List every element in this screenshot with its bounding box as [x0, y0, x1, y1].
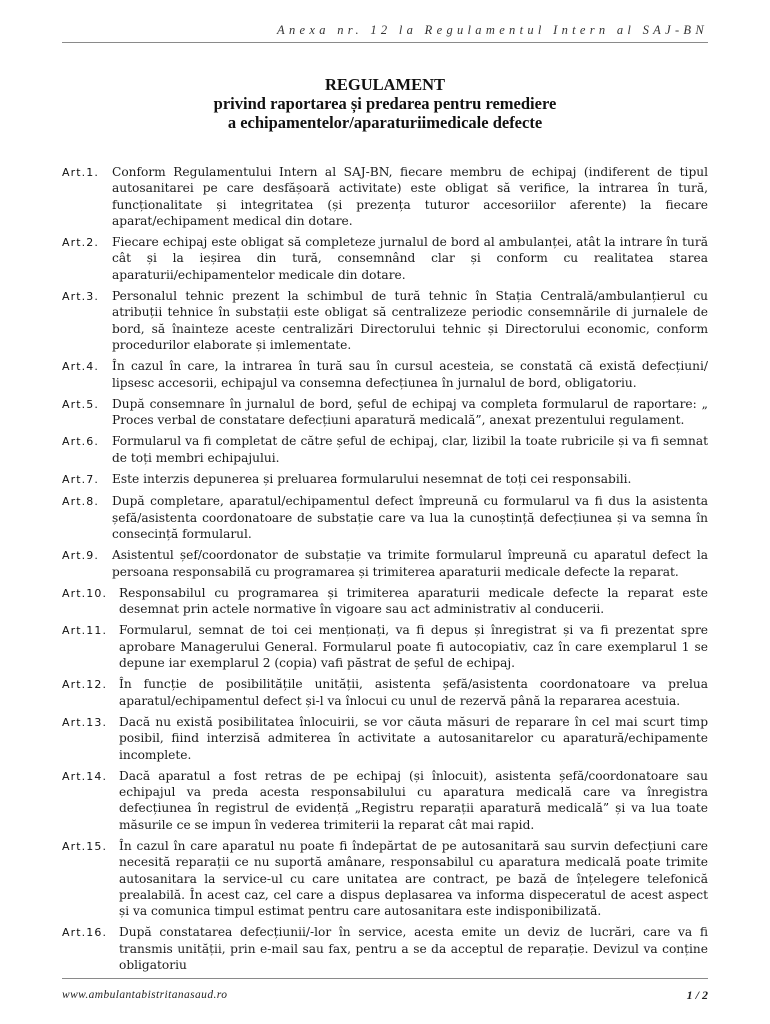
article-7 [62, 471, 708, 488]
article-3 [62, 288, 708, 353]
article-text: Dacă nu există posibilitatea înlocuirii, se vor căuta măsuri de reparare în cel mai scurt timp posibil, fiind interzisă admiterea în activitate a autosanitarelor cu aparatură/echipamente incomplete. [119, 714, 708, 762]
article-5 [62, 396, 708, 429]
article-text: În cazul în care aparatul nu poate fi îndepărtat de pe autosanitară sau survin defecțiuni care necesită reparații ce nu suportă amânare, responsabilul cu aparatura medicală poate trimite autosanitara la service-ul cu care unitatea are contract, pe bază de înțelegere telefonică prealabilă. În acest caz, cel care a dispus deplasarea va informa dispeceratul de acest aspect și va comunica timpul estimat pentru care autosanitara este indisponibilizată. [119, 838, 708, 919]
article-label: Art.16. [62, 926, 108, 940]
article-text: Fiecare echipaj este obligat să completeze jurnalul de bord al ambulanței, atât la intrare în tură cât și la ieșirea din tură, consemnând clar și conform cu realitatea starea aparaturii/echipamentelor medicale din dotare. [112, 235, 708, 282]
article-text: Conform Regulamentului Intern al SAJ-BN, fiecare membru de echipaj (indiferent de tipul autosanitarei pe care desfășoară activitate) este obligat să verifice, la intrarea în tură, funcționalitate și integritatea (și prezența tuturor accesoriilor aferente) la fiecare aparat/echipament medical din dotare. [112, 165, 708, 228]
article-label: Art.15. [62, 839, 108, 853]
article-text: După completare, aparatul/echipamentul defect împreună cu formularul va fi dus la asistenta șefă/asistenta coordonatoare de substație care va lua la cunoștință defecțiunea și va semna în consecință formularul. [112, 494, 708, 541]
article-13 [62, 714, 708, 763]
article-text: Asistentul șef/coordonator de substație va trimite formularul împreună cu aparatul defect la persoana responsabilă cu programarea și trimiterea aparaturii medicale defecte la reparat. [112, 548, 708, 579]
article-label: Art.4. [62, 360, 99, 374]
article-2 [62, 234, 708, 283]
article-text: După constatarea defecțiunii/-lor în service, acesta emite un deviz de lucrări, care va fi transmis unității, prin e-mail sau fax, pentru a se da acceptul de reparație. Devizul va conține obligatoriu [119, 925, 708, 973]
article-label: Art.7. [62, 473, 99, 487]
article-text: După consemnare în jurnalul de bord, șeful de echipaj va completa formularul de raportare: „ Proces verbal de constatare defecțiuni aparatură medicală”, anexat prezentului regulament. [112, 396, 708, 428]
document-title [62, 75, 708, 132]
article-label: Art.5. [62, 397, 99, 411]
article-6 [62, 433, 708, 466]
article-12 [62, 676, 708, 709]
article-label: Art.8. [62, 495, 99, 509]
footer-rule [62, 978, 708, 979]
article-label: Art.1. [62, 166, 99, 179]
article-text: Formularul va fi completat de către șeful de echipaj, clar, lizibil la toate rubricile și va fi semnat de toți membri echipajului. [112, 434, 708, 465]
page-number: 1 / 2 [686, 988, 708, 1002]
article-text: Este interzis depunerea și preluarea formularului nesemnat de toți cei responsabili. [112, 472, 632, 487]
article-8 [62, 493, 708, 542]
article-1 [62, 164, 708, 229]
article-label: Art.2. [62, 236, 99, 250]
article-text: Dacă aparatul a fost retras de pe echipaj (și înlocuit), asistenta șefă/coordonatoare sau echipajul va preda acesta responsabilului cu aparatura medicală care va înregistra defecțiunea în registrul de evidență „Registru reparații aparatură medicală” și va lua toate măsurile ce se impun în vederea trimiterii la reparat cât mai rapid. [119, 768, 708, 832]
article-label: Art.3. [62, 290, 99, 304]
article-text: În cazul în care, la intrarea în tură sau în cursul acesteia, se constată că există defecțiuni/ lipsesc accesorii, echipajul va consemna defecțiunea în jurnalul de bord, obligatoriu. [112, 359, 708, 390]
article-14 [62, 768, 708, 833]
article-label: Art.11. [62, 624, 108, 638]
article-text: Personalul tehnic prezent la schimbul de tură tehnic în Stația Centrală/ambulanțierul cu atribuții tehnice în substații este obligat să centralizeze periodic consemnările di jurnalele de bord, să înainteze aceste centralizări Directorului tehnic și Directorului economic, conform procedurilor elaborate și imlementate. [112, 289, 708, 352]
article-label: Art.6. [62, 435, 99, 449]
article-text: În funcție de posibilitățile unității, asistenta șefă/asistenta coordonatoare va prelua aparatul/echipamentul defect și-l va înlocui cu unul de rezervă până la repararea acestuia. [119, 677, 708, 708]
title-line-3: a echipamentelor/aparaturiimedicale defecte [227, 113, 543, 132]
article-text: Responsabilul cu programarea și trimiterea aparaturii medicale defecte la reparat este desemnat prin actele normative în vigoare sau act administrativ al conducerii. [119, 585, 708, 617]
title-line-1: REGULAMENT [324, 75, 446, 94]
header-rule [62, 42, 708, 43]
article-label: Art.14. [62, 769, 108, 783]
running-head: Anexa nr. 12 la Regulamentul Intern al SAJ-BN [277, 23, 708, 37]
article-10 [62, 585, 708, 618]
article-text: Formularul, semnat de toi cei menționați, va fi depus și înregistrat și va fi prezentat spre aprobare Managerului General. Formularul poate fi autocopiativ, caz în care exemplarul 1 se depune iar exemplarul 2 (copia) vafi păstrat de șeful de echipaj. [119, 623, 708, 671]
article-15 [62, 838, 708, 919]
article-4 [62, 358, 708, 391]
article-16 [62, 924, 708, 973]
article-label: Art.12. [62, 678, 108, 692]
article-label: Art.10. [62, 586, 108, 600]
article-9 [62, 547, 708, 580]
articles-list [62, 164, 708, 978]
title-line-2: privind raportarea și predarea pentru remediere [213, 94, 557, 113]
article-label: Art.9. [62, 549, 99, 563]
article-label: Art.13. [62, 715, 108, 729]
footer-website-link[interactable]: www.ambulantabistritanasaud.ro [62, 989, 228, 1001]
article-11 [62, 622, 708, 671]
